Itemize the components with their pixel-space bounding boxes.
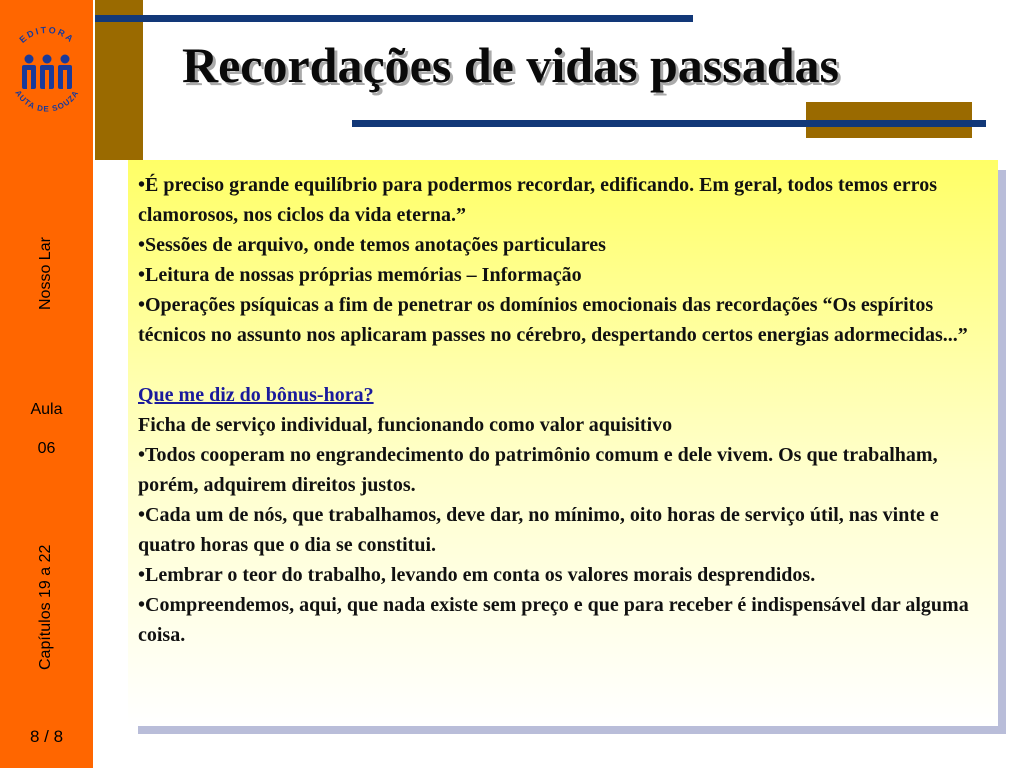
lesson-label: Aula	[30, 401, 63, 418]
lesson-number: 06	[37, 440, 56, 457]
question-bonus-hora: Que me diz do bônus-hora?	[138, 384, 374, 406]
sidebar	[0, 0, 93, 768]
bullet-sessoes-arquivo: •Sessões de arquivo, onde temos anotações particulares	[138, 234, 606, 256]
bullet-leitura-memorias: •Leitura de nossas próprias memórias – Informação	[138, 264, 582, 286]
bullet-oito-horas: •Cada um de nós, que trabalhamos, deve dar, no mínimo, oito horas de serviço útil, nas vinte e quatro horas que o dia se constitui.	[138, 504, 939, 556]
bullet-todos-cooperam: •Todos cooperam no engrandecimento do patrimônio comum e dele vivem. Os que trabalham, porém, adquirem direitos justos.	[138, 444, 938, 496]
publisher-logo	[6, 26, 88, 118]
bullet-teor-trabalho: •Lembrar o teor do trabalho, levando em conta os valores morais desprendidos.	[138, 564, 816, 586]
book-title-label: Nosso Lar	[37, 237, 54, 310]
bullet-operacoes-psiquicas: •Operações psíquicas a fim de penetrar os domínios emocionais das recordações “Os espíritos técnicos no assunto nos aplicaram passes no cérebro, despertando certos energias adormecidas...”	[138, 294, 968, 346]
svg-text:EDITORA: EDITORA	[17, 26, 77, 45]
spacer	[138, 350, 988, 380]
answer-ficha-servico: Ficha de serviço individual, funcionando como valor aquisitivo	[138, 414, 673, 436]
title-rule-top	[95, 15, 693, 22]
page-number: 8 / 8	[29, 727, 64, 746]
content-box	[128, 160, 998, 726]
bullet-nada-sem-preco: •Compreendemos, aqui, que nada existe sem preço e que para receber é indispensável dar alguma coisa.	[138, 594, 969, 646]
title-rule-bottom	[352, 120, 986, 127]
chapters-label: Capítulos 19 a 22	[37, 544, 54, 670]
header-accent-block	[95, 0, 143, 160]
svg-text:AUTA DE SOUZA: AUTA DE SOUZA	[13, 88, 81, 114]
bullet-equilibrio: •É preciso grande equilíbrio para podermos recordar, edificando. Em geral, todos temos erros clamorosos, nos ciclos da vida eterna.”	[138, 174, 937, 226]
slide-title: Recordações de vidas passadas	[182, 37, 839, 93]
